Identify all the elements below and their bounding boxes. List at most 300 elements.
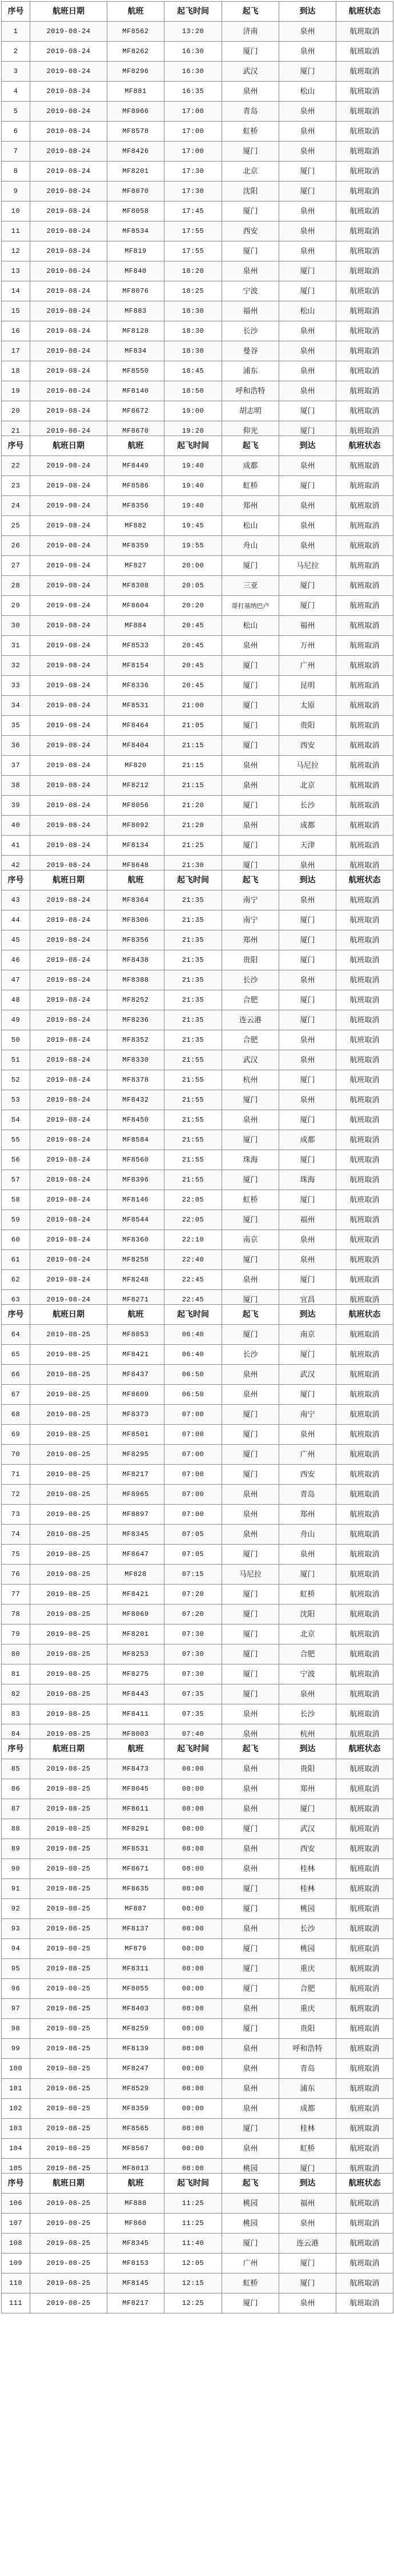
destination-cell: 福州: [279, 1210, 336, 1230]
row-number-cell: 72: [2, 1485, 30, 1505]
row-number-cell: 32: [2, 656, 30, 676]
table-row: [2, 1090, 393, 1110]
flight-number-cell: MF8134: [107, 836, 164, 856]
flight-status-cell: 航班取消: [336, 221, 393, 241]
flight-date-cell: 2019-08-25: [30, 2139, 107, 2159]
origin-cell: 厦门: [222, 1250, 279, 1270]
row-number-cell: 14: [2, 281, 30, 301]
flight-date-cell: 2019-08-24: [30, 1130, 107, 1150]
flight-date-cell: 2019-08-25: [30, 1545, 107, 1565]
flight-status-cell: 航班取消: [336, 2159, 393, 2179]
header-flight-status: 航班状态: [336, 2, 393, 22]
row-number-cell: 9: [2, 182, 30, 201]
destination-cell: 厦门: [279, 62, 336, 82]
flight-status-cell: 航班取消: [336, 1605, 393, 1624]
origin-cell: 泉州: [222, 1110, 279, 1130]
flight-date-cell: 2019-08-25: [30, 2159, 107, 2179]
flight-number-cell: MF8137: [107, 1919, 164, 1939]
flight-number-cell: MF819: [107, 241, 164, 261]
departure-time-cell: 21:35: [164, 950, 222, 970]
origin-cell: 泉州: [222, 1859, 279, 1879]
flight-status-cell: 航班取消: [336, 856, 393, 876]
origin-cell: 厦门: [222, 42, 279, 62]
row-number-cell: 33: [2, 676, 30, 696]
table-row: [2, 1505, 393, 1525]
row-number-cell: 101: [2, 2079, 30, 2099]
destination-cell: 福州: [279, 616, 336, 636]
flight-date-cell: 2019-08-24: [30, 910, 107, 930]
table-row: [2, 696, 393, 716]
flight-date-cell: 2019-08-24: [30, 381, 107, 401]
header-flight-status: 航班状态: [336, 2174, 393, 2194]
flight-number-cell: MF8403: [107, 1999, 164, 2019]
flight-number-cell: MF8670: [107, 421, 164, 441]
row-number-cell: 37: [2, 756, 30, 776]
destination-cell: 长沙: [279, 796, 336, 816]
origin-cell: 虹桥: [222, 1190, 279, 1210]
row-number-cell: 86: [2, 1779, 30, 1799]
flight-date-cell: 2019-08-24: [30, 970, 107, 990]
table-row: [2, 221, 393, 241]
flight-status-cell: 航班取消: [336, 656, 393, 676]
table-row: [2, 1839, 393, 1859]
departure-time-cell: 21:15: [164, 776, 222, 796]
flight-status-cell: 航班取消: [336, 676, 393, 696]
destination-cell: 呼和浩特: [279, 2039, 336, 2059]
flight-number-cell: MF8562: [107, 22, 164, 42]
flight-date-cell: 2019-08-24: [30, 756, 107, 776]
flight-status-cell: 航班取消: [336, 950, 393, 970]
destination-cell: 厦门: [279, 162, 336, 182]
origin-cell: 泉州: [222, 261, 279, 281]
flight-date-cell: 2019-08-25: [30, 1999, 107, 2019]
destination-cell: 成都: [279, 1130, 336, 1150]
row-number-cell: 89: [2, 1839, 30, 1859]
destination-cell: 贵阳: [279, 1759, 336, 1779]
flight-number-cell: MF8154: [107, 656, 164, 676]
row-number-cell: 109: [2, 2254, 30, 2273]
row-number-cell: 6: [2, 122, 30, 142]
header-flight-date: 航班日期: [30, 1305, 107, 1325]
flight-number-cell: MF8330: [107, 1050, 164, 1070]
destination-cell: 北京: [279, 776, 336, 796]
row-number-cell: 28: [2, 576, 30, 596]
header-flight-number: 航班: [107, 1305, 164, 1325]
flight-date-cell: 2019-08-24: [30, 676, 107, 696]
table-row: [2, 2099, 393, 2119]
flight-number-cell: MF8145: [107, 2273, 164, 2293]
flight-date-cell: 2019-08-25: [30, 1425, 107, 1445]
row-number-cell: 59: [2, 1210, 30, 1230]
table-row: [2, 1704, 393, 1724]
flight-status-cell: 航班取消: [336, 1859, 393, 1879]
row-number-cell: 76: [2, 1565, 30, 1585]
row-number-cell: 34: [2, 696, 30, 716]
departure-time-cell: 18:25: [164, 281, 222, 301]
flight-status-cell: 航班取消: [336, 1959, 393, 1979]
table-row: [2, 321, 393, 341]
destination-cell: 泉州: [279, 22, 336, 42]
row-number-cell: 42: [2, 856, 30, 876]
origin-cell: 泉州: [222, 1779, 279, 1799]
departure-time-cell: 07:05: [164, 1545, 222, 1565]
table-row: [2, 1545, 393, 1565]
flight-number-cell: MF883: [107, 301, 164, 321]
departure-time-cell: 13:20: [164, 22, 222, 42]
flight-date-cell: 2019-08-25: [30, 1585, 107, 1605]
table-row: [2, 930, 393, 950]
origin-cell: 厦门: [222, 2234, 279, 2254]
header-departure-time: 起飞时间: [164, 1305, 222, 1325]
flight-date-cell: 2019-08-24: [30, 1250, 107, 1270]
flight-status-cell: 航班取消: [336, 1585, 393, 1605]
flight-number-cell: MF8473: [107, 1759, 164, 1779]
row-number-cell: 90: [2, 1859, 30, 1879]
destination-cell: 青岛: [279, 1485, 336, 1505]
header-flight-status: 航班状态: [336, 870, 393, 890]
flight-number-cell: MF8360: [107, 1230, 164, 1250]
origin-cell: 厦门: [222, 836, 279, 856]
table-row: [2, 2119, 393, 2139]
origin-cell: 厦门: [222, 1170, 279, 1190]
flight-status-cell: 航班取消: [336, 1405, 393, 1425]
table-row: [2, 1050, 393, 1070]
row-number-cell: 91: [2, 1879, 30, 1899]
departure-time-cell: 08:00: [164, 1839, 222, 1859]
table-row: [2, 1170, 393, 1190]
flight-status-cell: 航班取消: [336, 1010, 393, 1030]
origin-cell: 厦门: [222, 696, 279, 716]
header-row-number: 序号: [2, 2174, 30, 2194]
origin-cell: 厦门: [222, 1130, 279, 1150]
row-number-cell: 80: [2, 1644, 30, 1664]
table-row: [2, 2234, 393, 2254]
table-row: [2, 1779, 393, 1799]
flight-status-cell: 航班取消: [336, 970, 393, 990]
destination-cell: 广州: [279, 1445, 336, 1465]
departure-time-cell: 20:45: [164, 676, 222, 696]
table-row: [2, 62, 393, 82]
flight-date-cell: 2019-08-24: [30, 1230, 107, 1250]
departure-time-cell: 22:45: [164, 1290, 222, 1310]
flight-date-cell: 2019-08-25: [30, 1979, 107, 1999]
flight-number-cell: MF8529: [107, 2079, 164, 2099]
row-number-cell: 93: [2, 1919, 30, 1939]
flight-date-cell: 2019-08-25: [30, 1605, 107, 1624]
header-row-number: 序号: [2, 1305, 30, 1325]
flight-status-cell: 航班取消: [336, 1110, 393, 1130]
flight-date-cell: 2019-08-25: [30, 1704, 107, 1724]
destination-cell: 浦东: [279, 2079, 336, 2099]
flight-number-cell: MF8153: [107, 2254, 164, 2273]
origin-cell: 厦门: [222, 1325, 279, 1345]
table-row: [2, 1799, 393, 1819]
origin-cell: 长沙: [222, 970, 279, 990]
destination-cell: 厦门: [279, 1190, 336, 1210]
flight-number-cell: MF8578: [107, 122, 164, 142]
table-row: [2, 381, 393, 401]
table-row: [2, 836, 393, 856]
table-row: [2, 241, 393, 261]
origin-cell: 三亚: [222, 576, 279, 596]
destination-cell: 泉州: [279, 1050, 336, 1070]
flight-status-cell: 航班取消: [336, 421, 393, 441]
table-row: [2, 1759, 393, 1779]
row-number-cell: 16: [2, 321, 30, 341]
origin-cell: 泉州: [222, 636, 279, 656]
origin-cell: 济南: [222, 22, 279, 42]
row-number-cell: 58: [2, 1190, 30, 1210]
origin-cell: 胡志明: [222, 401, 279, 421]
header-row-number: 序号: [2, 2, 30, 22]
flight-date-cell: 2019-08-25: [30, 1819, 107, 1839]
origin-cell: 连云港: [222, 1010, 279, 1030]
flight-date-cell: 2019-08-24: [30, 796, 107, 816]
table-row: [2, 1585, 393, 1605]
row-number-cell: 36: [2, 736, 30, 756]
flight-date-cell: 2019-08-24: [30, 990, 107, 1010]
flight-number-cell: MF860: [107, 2214, 164, 2234]
flight-status-cell: 航班取消: [336, 2079, 393, 2099]
flight-number-cell: MF8432: [107, 1090, 164, 1110]
flight-number-cell: MF8296: [107, 62, 164, 82]
flight-date-cell: 2019-08-24: [30, 476, 107, 496]
table-row: [2, 1859, 393, 1879]
origin-cell: 厦门: [222, 201, 279, 221]
flight-number-cell: MF8201: [107, 1624, 164, 1644]
table-row: [2, 22, 393, 42]
destination-cell: 厦门: [279, 476, 336, 496]
flight-date-cell: 2019-08-24: [30, 1290, 107, 1310]
flight-number-cell: MF8053: [107, 1325, 164, 1345]
destination-cell: 泉州: [279, 1090, 336, 1110]
table-row: [2, 1684, 393, 1704]
flight-number-cell: MF8212: [107, 776, 164, 796]
departure-time-cell: 18:50: [164, 381, 222, 401]
flight-number-cell: MF8426: [107, 142, 164, 162]
departure-time-cell: 17:30: [164, 162, 222, 182]
origin-cell: 泉州: [222, 2059, 279, 2079]
flight-date-cell: 2019-08-25: [30, 1644, 107, 1664]
origin-cell: 泉州: [222, 816, 279, 836]
origin-cell: 桃园: [222, 2214, 279, 2234]
flight-table-block: [1, 1739, 393, 2179]
departure-time-cell: 06:40: [164, 1325, 222, 1345]
departure-time-cell: 08:00: [164, 1879, 222, 1899]
flight-status-cell: 航班取消: [336, 341, 393, 361]
row-number-cell: 70: [2, 1445, 30, 1465]
origin-cell: 广州: [222, 2254, 279, 2273]
origin-cell: 厦门: [222, 241, 279, 261]
flight-date-cell: 2019-08-24: [30, 261, 107, 281]
destination-cell: 厦门: [279, 1150, 336, 1170]
origin-cell: 泉州: [222, 1919, 279, 1939]
flight-number-cell: MF8443: [107, 1684, 164, 1704]
flight-date-cell: 2019-08-24: [30, 361, 107, 381]
table-row: [2, 2059, 393, 2079]
destination-cell: 厦门: [279, 990, 336, 1010]
flight-status-cell: 航班取消: [336, 2119, 393, 2139]
destination-cell: 厦门: [279, 1345, 336, 1365]
table-row: [2, 1979, 393, 1999]
flight-date-cell: 2019-08-24: [30, 1190, 107, 1210]
flight-date-cell: 2019-08-24: [30, 162, 107, 182]
flight-number-cell: MF8449: [107, 456, 164, 476]
flight-date-cell: 2019-08-24: [30, 656, 107, 676]
flight-number-cell: MF8396: [107, 1170, 164, 1190]
destination-cell: 广州: [279, 656, 336, 676]
origin-cell: 合肥: [222, 990, 279, 1010]
table-row: [2, 1130, 393, 1150]
flight-status-cell: 航班取消: [336, 716, 393, 736]
flight-date-cell: 2019-08-24: [30, 556, 107, 576]
flight-date-cell: 2019-08-24: [30, 182, 107, 201]
flight-date-cell: 2019-08-24: [30, 301, 107, 321]
departure-time-cell: 19:40: [164, 496, 222, 516]
flight-number-cell: MF8611: [107, 1799, 164, 1819]
flight-status-cell: 航班取消: [336, 2099, 393, 2119]
table-row: [2, 1250, 393, 1270]
flight-date-cell: 2019-08-24: [30, 1010, 107, 1030]
flight-number-cell: MF8069: [107, 1605, 164, 1624]
row-number-cell: 25: [2, 516, 30, 536]
table-row: [2, 2273, 393, 2293]
destination-cell: 马尼拉: [279, 756, 336, 776]
origin-cell: 厦门: [222, 1879, 279, 1899]
flight-date-cell: 2019-08-24: [30, 890, 107, 910]
table-row: [2, 122, 393, 142]
flight-status-cell: 航班取消: [336, 1485, 393, 1505]
row-number-cell: 68: [2, 1405, 30, 1425]
departure-time-cell: 06:50: [164, 1385, 222, 1405]
flight-number-cell: MF827: [107, 556, 164, 576]
flight-date-cell: 2019-08-24: [30, 241, 107, 261]
departure-time-cell: 19:40: [164, 456, 222, 476]
table-row: [2, 796, 393, 816]
flight-number-cell: MF8897: [107, 1505, 164, 1525]
flight-date-cell: 2019-08-24: [30, 836, 107, 856]
departure-time-cell: 08:00: [164, 2139, 222, 2159]
flight-number-cell: MF8560: [107, 1150, 164, 1170]
table-row: [2, 1525, 393, 1545]
flight-date-cell: 2019-08-24: [30, 1050, 107, 1070]
destination-cell: 武汉: [279, 1819, 336, 1839]
departure-time-cell: 17:30: [164, 182, 222, 201]
flight-status-cell: 航班取消: [336, 1230, 393, 1250]
flight-status-cell: 航班取消: [336, 1190, 393, 1210]
row-number-cell: 31: [2, 636, 30, 656]
flight-date-cell: 2019-08-25: [30, 2214, 107, 2234]
header-flight-number: 航班: [107, 870, 164, 890]
origin-cell: 厦门: [222, 2019, 279, 2039]
table-row: [2, 1605, 393, 1624]
flight-number-cell: MF8604: [107, 596, 164, 616]
origin-cell: 南宁: [222, 910, 279, 930]
table-row: [2, 950, 393, 970]
destination-cell: 泉州: [279, 2293, 336, 2313]
flight-status-cell: 航班取消: [336, 1505, 393, 1525]
flight-date-cell: 2019-08-25: [30, 1664, 107, 1684]
origin-cell: 泉州: [222, 1724, 279, 1744]
destination-cell: 万州: [279, 636, 336, 656]
departure-time-cell: 07:35: [164, 1704, 222, 1724]
row-number-cell: 83: [2, 1704, 30, 1724]
table-row: [2, 2194, 393, 2214]
flight-status-cell: 航班取消: [336, 1250, 393, 1270]
destination-cell: 桂林: [279, 2119, 336, 2139]
departure-time-cell: 12:05: [164, 2254, 222, 2273]
row-number-cell: 78: [2, 1605, 30, 1624]
destination-cell: 西安: [279, 1839, 336, 1859]
destination-cell: 泉州: [279, 2214, 336, 2234]
flight-date-cell: 2019-08-25: [30, 1879, 107, 1899]
departure-time-cell: 16:30: [164, 42, 222, 62]
departure-time-cell: 06:50: [164, 1365, 222, 1385]
flight-date-cell: 2019-08-24: [30, 82, 107, 102]
flight-date-cell: 2019-08-24: [30, 736, 107, 756]
departure-time-cell: 08:00: [164, 2099, 222, 2119]
header-flight-number: 航班: [107, 436, 164, 456]
departure-time-cell: 21:15: [164, 736, 222, 756]
destination-cell: 青岛: [279, 2059, 336, 2079]
departure-time-cell: 12:15: [164, 2273, 222, 2293]
origin-cell: 厦门: [222, 1979, 279, 1999]
flight-status-cell: 航班取消: [336, 201, 393, 221]
destination-cell: 泉州: [279, 516, 336, 536]
flight-number-cell: MF8306: [107, 910, 164, 930]
row-number-cell: 15: [2, 301, 30, 321]
flight-number-cell: MF8531: [107, 1839, 164, 1859]
flight-number-cell: MF8247: [107, 2059, 164, 2079]
table-header-row: [2, 2174, 393, 2194]
row-number-cell: 5: [2, 102, 30, 122]
departure-time-cell: 20:00: [164, 556, 222, 576]
origin-cell: 泉州: [222, 776, 279, 796]
origin-cell: 厦门: [222, 1425, 279, 1445]
flight-date-cell: 2019-08-25: [30, 1919, 107, 1939]
table-row: [2, 261, 393, 281]
origin-cell: 曼谷: [222, 341, 279, 361]
row-number-cell: 20: [2, 401, 30, 421]
table-row: [2, 1010, 393, 1030]
flight-status-cell: 航班取消: [336, 241, 393, 261]
table-row: [2, 1664, 393, 1684]
departure-time-cell: 21:35: [164, 990, 222, 1010]
destination-cell: 泉州: [279, 142, 336, 162]
flight-status-cell: 航班取消: [336, 1525, 393, 1545]
departure-time-cell: 07:00: [164, 1425, 222, 1445]
flight-number-cell: MF8373: [107, 1405, 164, 1425]
flight-status-cell: 航班取消: [336, 1664, 393, 1684]
row-number-cell: 96: [2, 1979, 30, 1999]
flight-number-cell: MF8295: [107, 1445, 164, 1465]
flight-number-cell: MF8352: [107, 1030, 164, 1050]
departure-time-cell: 11:40: [164, 2234, 222, 2254]
flight-date-cell: 2019-08-25: [30, 1525, 107, 1545]
flight-number-cell: MF828: [107, 1565, 164, 1585]
row-number-cell: 2: [2, 42, 30, 62]
header-departure-time: 起飞时间: [164, 1739, 222, 1759]
row-number-cell: 61: [2, 1250, 30, 1270]
row-number-cell: 53: [2, 1090, 30, 1110]
row-number-cell: 106: [2, 2194, 30, 2214]
destination-cell: 泉州: [279, 1250, 336, 1270]
destination-cell: 厦门: [279, 1070, 336, 1090]
flight-status-cell: 航班取消: [336, 576, 393, 596]
flight-date-cell: 2019-08-25: [30, 2099, 107, 2119]
header-departure-time: 起飞时间: [164, 2174, 222, 2194]
departure-time-cell: 08:00: [164, 1799, 222, 1819]
